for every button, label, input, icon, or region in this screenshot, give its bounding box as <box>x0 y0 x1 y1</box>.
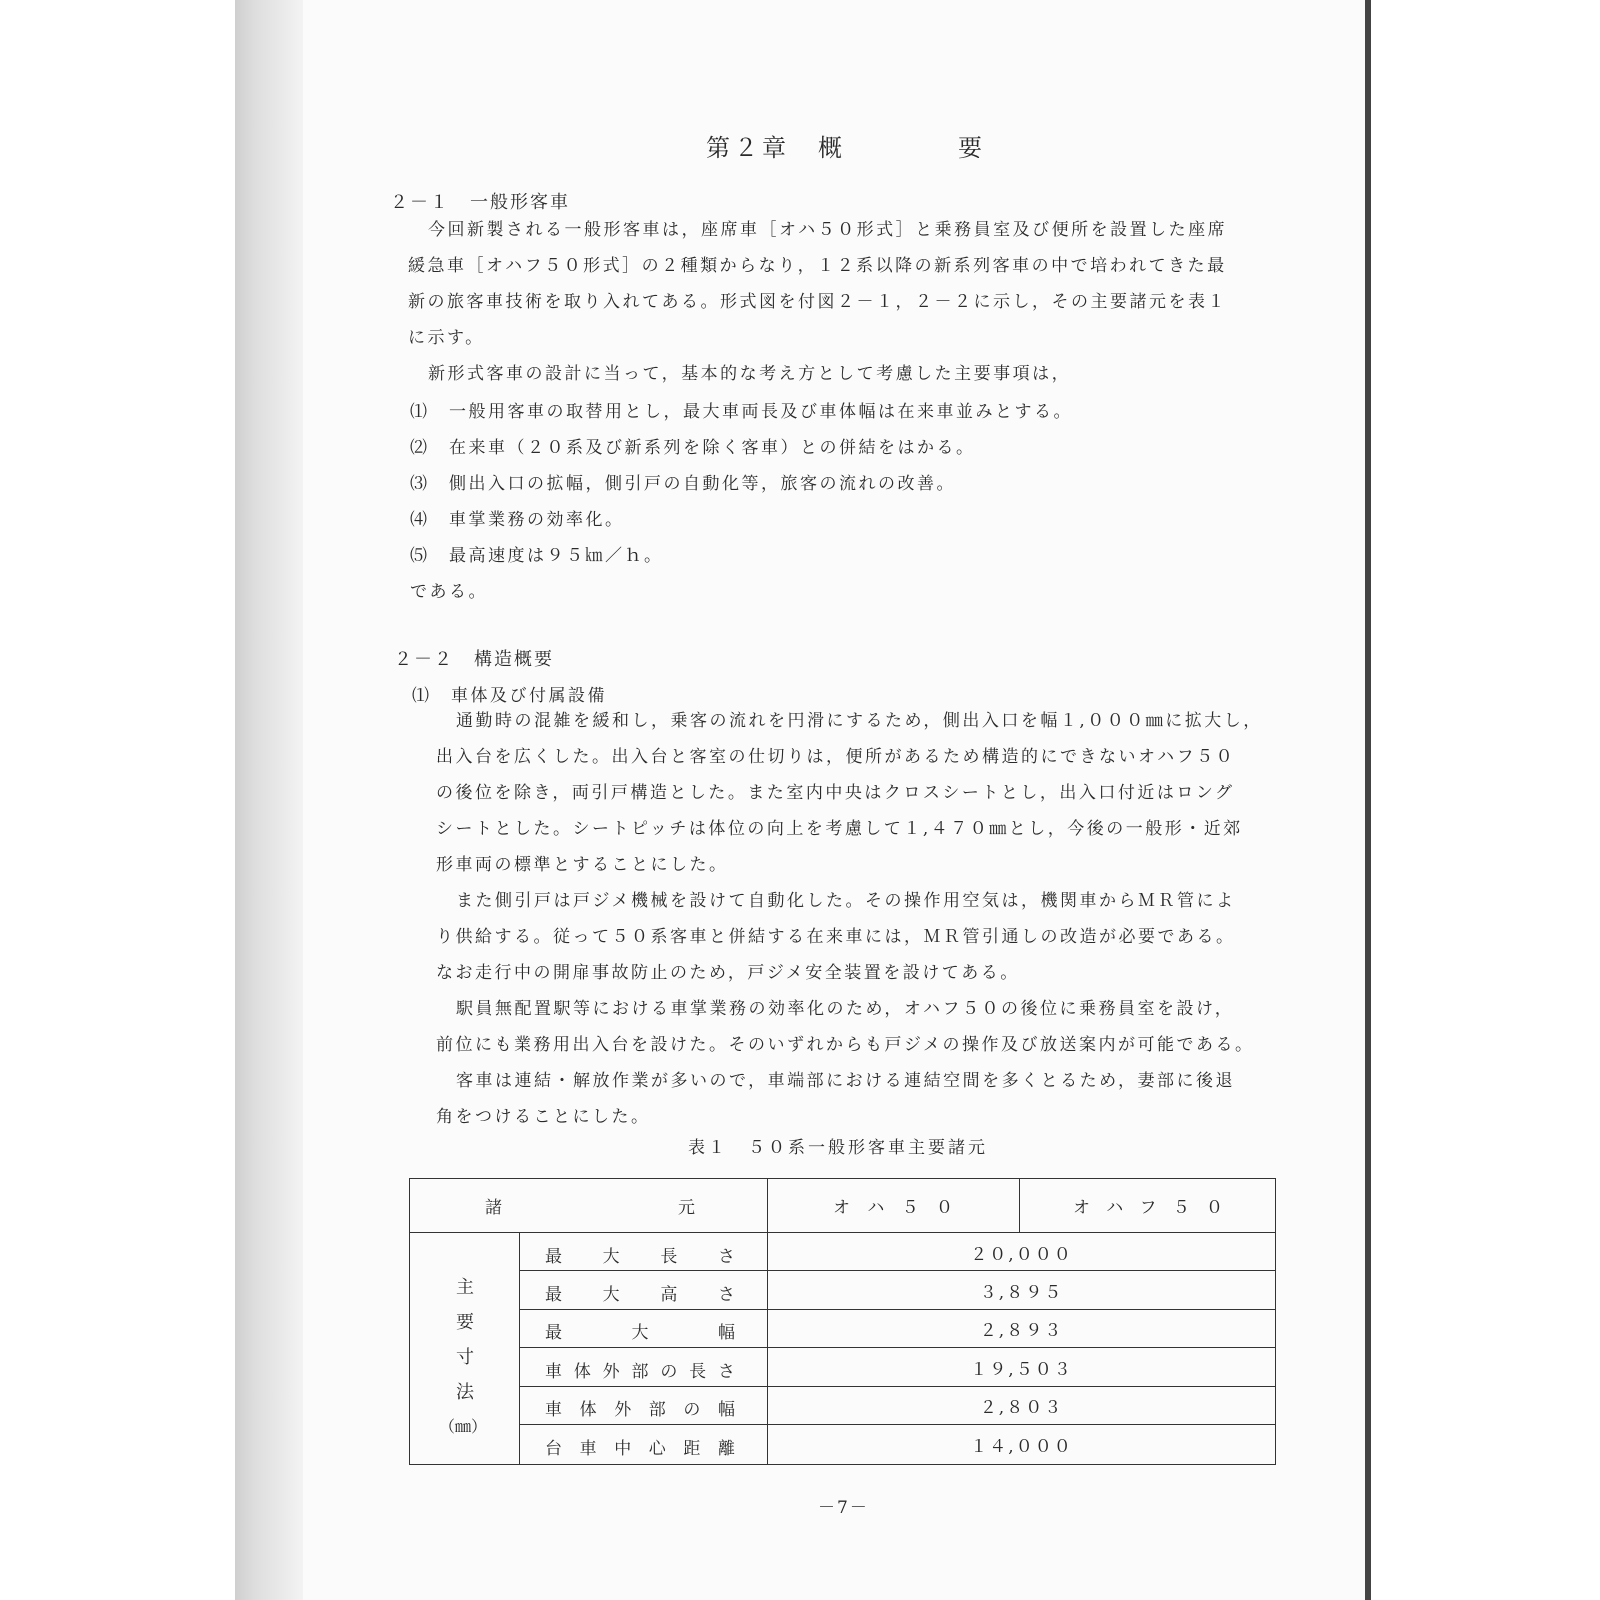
section-2-2-para1-line: の後位を除き，両引戸構造とした。また室内中央はクロスシートとし，出入口付近はロング <box>436 783 1235 803</box>
design-item-3: ⑶ 側出入口の拡幅，側引戸の自動化等，旅客の流れの改善。 <box>410 474 956 494</box>
design-item-4: ⑷ 車掌業務の効率化。 <box>410 510 625 530</box>
table-row-value: １９,５０３ <box>970 1360 1073 1380</box>
table-row-value: ２,８９３ <box>979 1321 1064 1341</box>
section-2-2-para3-line: 駅員無配置駅等における車掌業務の効率化のため，オハフ５０の後位に乗務員室を設け， <box>456 999 1235 1019</box>
table-caption: 表１ ５０系一般形客車主要諸元 <box>688 1138 988 1158</box>
section-2-2-para2-line: また側引戸は戸ジメ機械を設けて自動化した。その操作用空気は，機関車からＭＲ管によ <box>456 891 1236 911</box>
table-group-unit: （㎜） <box>439 1417 488 1436</box>
section-2-1-closing: である。 <box>410 582 488 602</box>
table-row-rule <box>519 1347 1276 1348</box>
design-item-5: ⑸ 最高速度は９５㎞／ｈ。 <box>410 546 664 566</box>
table-border-left <box>409 1178 410 1465</box>
section-2-1-para-line: 新の旅客車技術を取り入れてある。形式図を付図２－１，２－２に示し，その主要諸元を表１ <box>408 292 1227 312</box>
section-2-2-para1-line: 形車両の標準とすることにした。 <box>436 855 729 875</box>
table-row-rule <box>519 1424 1276 1425</box>
section-2-2-para4-line: 角をつけることにした。 <box>436 1107 651 1127</box>
table-row-label: 最 大 長 さ <box>545 1247 735 1267</box>
table-border-bottom <box>409 1464 1276 1465</box>
table-row-rule <box>519 1386 1276 1387</box>
book-spine-shadow <box>235 0 303 1600</box>
table-header-ohafu50: オ ハ フ ５ ０ <box>1073 1198 1223 1218</box>
section-2-2-para1-line: 通勤時の混雑を緩和し，乗客の流れを円滑にするため，側出入口を幅１,０００㎜に拡大し， <box>456 711 1263 731</box>
table-row-label: 台 車 中 心 距 離 <box>545 1439 735 1459</box>
table-row-value: ２,８０３ <box>979 1398 1064 1418</box>
page-number: －7－ <box>818 1498 869 1518</box>
section-2-2-para3-line: 前位にも業務用出入台を設けた。そのいずれからも戸ジメの操作及び放送案内が可能である。 <box>436 1035 1255 1055</box>
table-row-label: 車 体 外 部 の 長 さ <box>545 1362 735 1382</box>
table-row-rule <box>519 1309 1276 1310</box>
table-header-spec: 諸 元 <box>485 1198 695 1218</box>
section-2-1-para-line: 緩急車［オハフ５０形式］の２種類からなり，１２系以降の新系列客車の中で培われてきた最 <box>408 256 1227 276</box>
section-2-2-para1-line: シートとした。シートピッチは体位の向上を考慮して１,４７０㎜とし，今後の一般形・近郊 <box>436 819 1243 839</box>
scan-right-margin <box>1371 0 1600 1600</box>
section-heading-2-2: ２－２ 構造概要 <box>394 649 554 670</box>
section-2-2-para2-line: なお走行中の開扉事故防止のため，戸ジメ安全装置を設けてある。 <box>436 963 1020 983</box>
table-header-oha50: オ ハ ５ ０ <box>833 1198 953 1218</box>
table-border-top <box>409 1178 1276 1179</box>
section-2-2-para4-line: 客車は連結・解放作業が多いので，車端部における連結空間を多くとるため，妻部に後退 <box>456 1071 1235 1091</box>
spec-table <box>409 1178 1276 1465</box>
table-col-rule <box>519 1232 520 1465</box>
table-row-label: 最 大 高 さ <box>545 1285 735 1305</box>
section-2-1-para-line: に示す。 <box>408 328 485 348</box>
section-2-2-para1-line: 出入台を広くした。出入台と客室の仕切りは，便所があるため構造的にできないオハフ５０ <box>436 747 1236 767</box>
table-header-rule <box>409 1232 1276 1233</box>
table-row-value: ２０,０００ <box>970 1245 1073 1265</box>
table-group-label: 主 要 寸 法 <box>456 1277 474 1403</box>
table-row-value: ３,８９５ <box>979 1283 1064 1303</box>
table-col-rule <box>1019 1178 1020 1232</box>
table-row-value: １４,０００ <box>970 1437 1073 1457</box>
scan-left-margin <box>0 0 235 1600</box>
table-row-label: 最 大 幅 <box>545 1323 735 1343</box>
chapter-title: 第２章 概 要 <box>706 134 986 162</box>
table-border-right <box>1275 1178 1276 1465</box>
table-row-label: 車 体 外 部 の 幅 <box>545 1400 735 1420</box>
section-2-1-para-line: 今回新製される一般形客車は，座席車［オハ５０形式］と乗務員室及び便所を設置した座席 <box>428 220 1228 240</box>
table-row-rule <box>519 1270 1276 1271</box>
section-2-1-para2: 新形式客車の設計に当って，基本的な考え方として考慮した主要事項は， <box>428 364 1072 384</box>
subsection-heading-1: ⑴ 車体及び付属設備 <box>412 686 607 706</box>
section-heading-2-1: ２－１ 一般形客車 <box>390 192 570 213</box>
section-2-2-para2-line: り供給する。従って５０系客車と併結する在来車には，ＭＲ管引通しの改造が必要である。 <box>436 927 1236 947</box>
design-item-1: ⑴ 一般用客車の取替用とし，最大車両長及び車体幅は在来車並みとする。 <box>410 402 1073 422</box>
design-item-2: ⑵ 在来車（２０系及び新系列を除く客車）との併結をはかる。 <box>410 438 976 458</box>
